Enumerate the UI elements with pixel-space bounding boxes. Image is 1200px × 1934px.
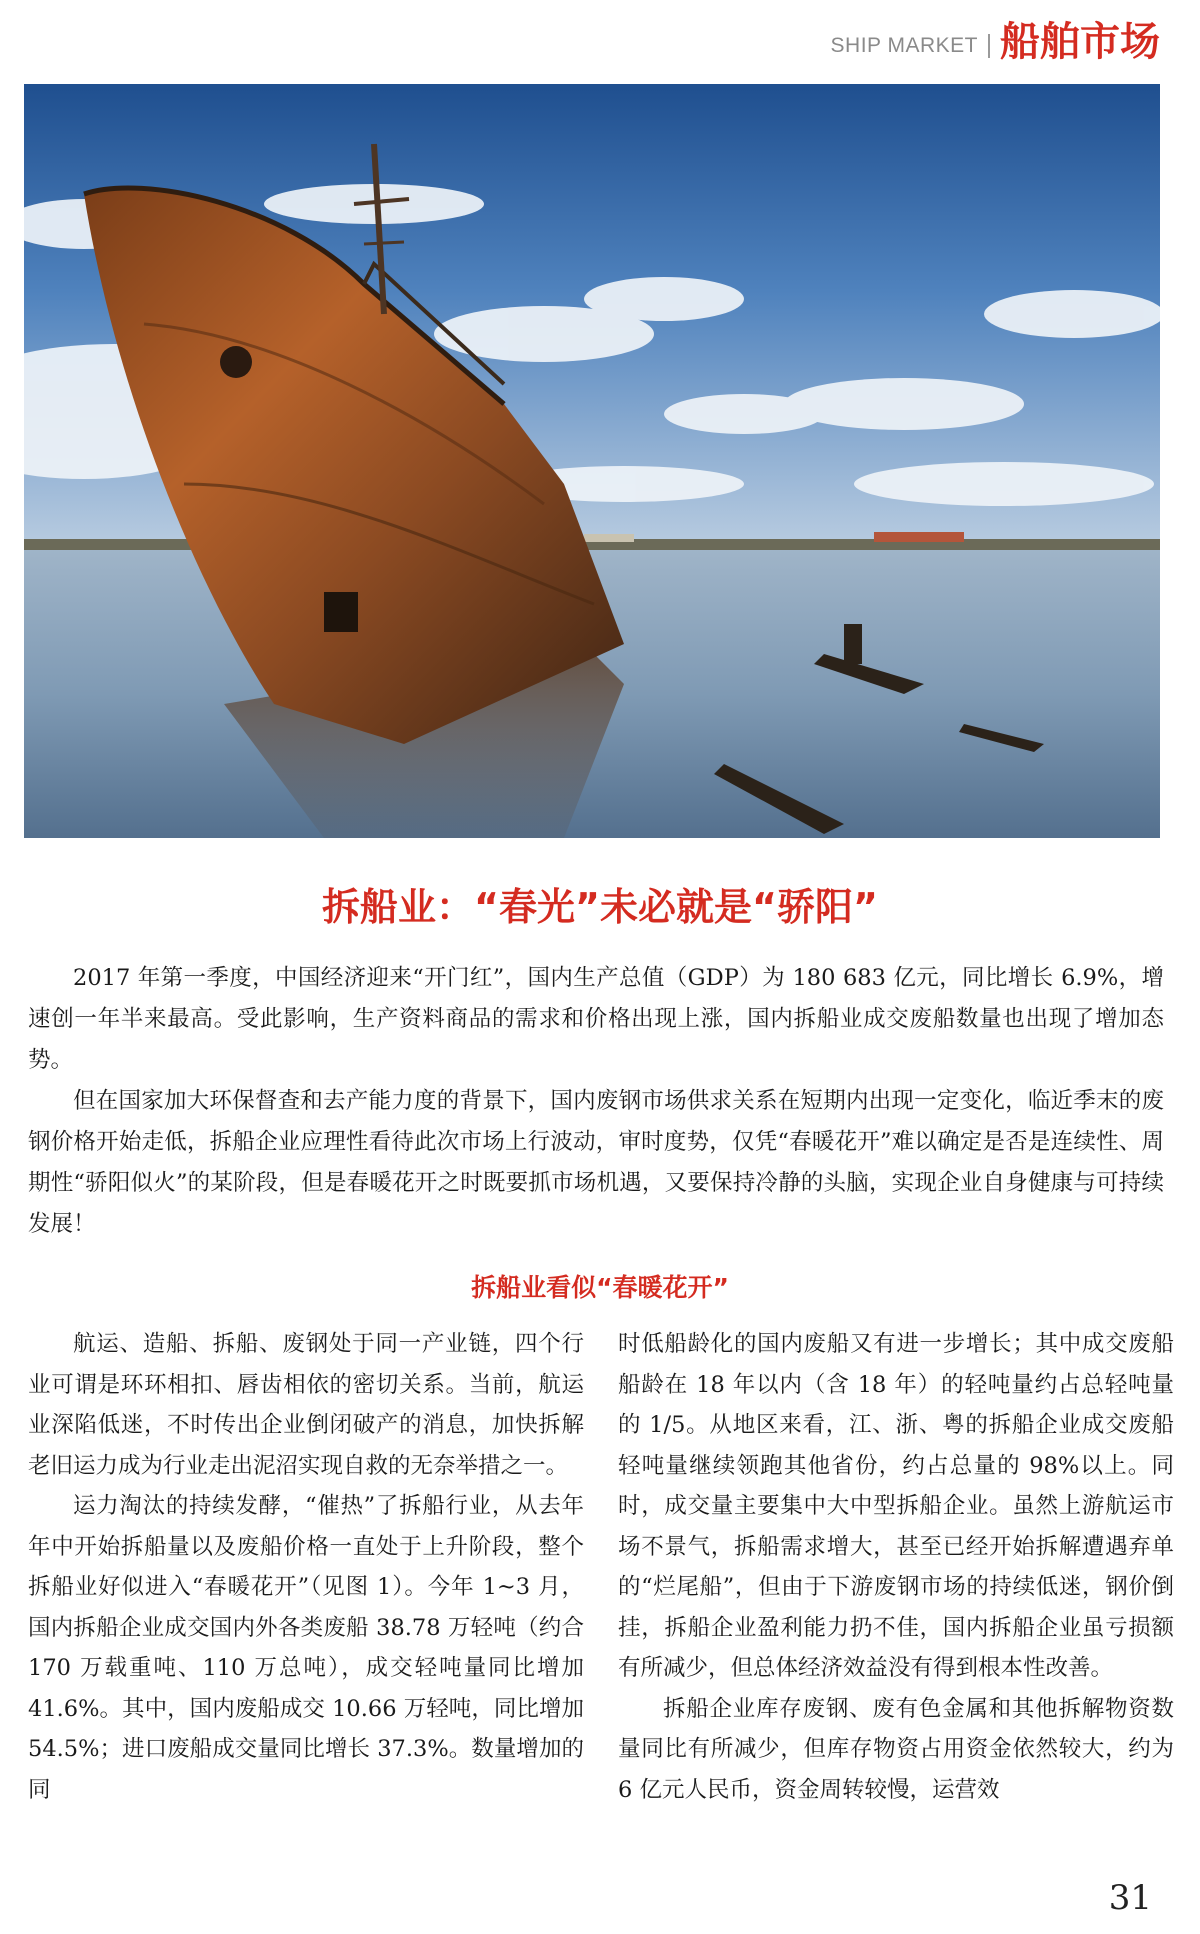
body-paragraph: 运力淘汰的持续发酵，“催热”了拆船行业，从去年年中开始拆船量以及废船价格一直处于上升阶段，整个拆船业好似进入“春暖花开”（见图 1）。今年 1~3 月，国内拆船企业成交国内外各类废船 38.78 万轻吨（约合 170 万载重吨、110 万总吨），成交轻吨量同比增加 41.6%。其中，国内废船成交 10.66 万轻吨，同比增加 54.5%；进口废船成交量同比增长 37.3%。数量增加的同 — [28, 1493, 584, 1803]
body-paragraph: 时低船龄化的国内废船又有进一步增长；其中成交废船船龄在 18 年以内（含 18 年）的轻吨量约占总轻吨量的 1/5。从地区来看，江、浙、粤的拆船企业成交废船轻吨量继续领跑其他省份，约占总量的 98%以上。同时，成交量主要集中大中型拆船企业。虽然上游航运市场不景气，拆船需求增大，甚至已经开始拆解遭遇弃单的“烂尾船”，但由于下游废钢市场的持续低迷，钢价倒挂，拆船企业盈利能力扔不佳，国内拆船企业虽亏损额有所减少，但总体经济效益没有得到根本性改善。 — [618, 1331, 1174, 1681]
intro-paragraph: 但在国家加大环保督查和去产能力度的背景下，国内废钢市场供求关系在短期内出现一定变化，临近季末的废钢价格开始走低，拆船企业应理性看待此次市场上行波动，审时度势，仅凭“春暖花开”难以确定是否是连续性、周期性“骄阳似火”的某阶段，但是春暖花开之时既要抓市场机遇，又要保持冷静的头脑，实现企业自身健康与可持续发展！ — [28, 1088, 1164, 1237]
rusted-ship-icon — [24, 84, 1160, 838]
header-chinese-title: 船舶市场 — [1000, 19, 1160, 65]
body-paragraph: 拆船企业库存废钢、废有色金属和其他拆解物资数量同比有所减少，但库存物资占用资金依然较大，约为 6 亿元人民币，资金周转较慢，运营效 — [618, 1695, 1174, 1803]
left-column — [28, 1324, 584, 1810]
article-intro — [28, 958, 1164, 1245]
header-divider — [988, 34, 990, 58]
section-title: 拆船业看似“春暖花开” — [471, 1273, 729, 1302]
intro-paragraph: 2017 年第一季度，中国经济迎来“开门红”，国内生产总值（GDP）为 180 683 亿元，同比增长 6.9%，增速创一年半来最高。受此影响，生产资料商品的需求和价格出现上涨，国内拆船业成交废船数量也出现了增加态势。 — [28, 965, 1164, 1073]
body-paragraph: 航运、造船、拆船、废钢处于同一产业链，四个行业可谓是环环相扣、唇齿相依的密切关系。当前，航运业深陷低迷，不时传出企业倒闭破产的消息，加快拆解老旧运力成为行业走出泥沼实现自救的无奈举措之一。 — [28, 1331, 584, 1479]
right-column — [618, 1324, 1174, 1810]
rusted-ship-photo — [24, 84, 1160, 838]
page-number: 31 — [1108, 1878, 1152, 1918]
page-header — [831, 14, 1160, 64]
header-english-title: SHIP MARKET — [830, 34, 978, 57]
article-title: 拆船业：“春光”未必就是“骄阳” — [322, 885, 878, 929]
